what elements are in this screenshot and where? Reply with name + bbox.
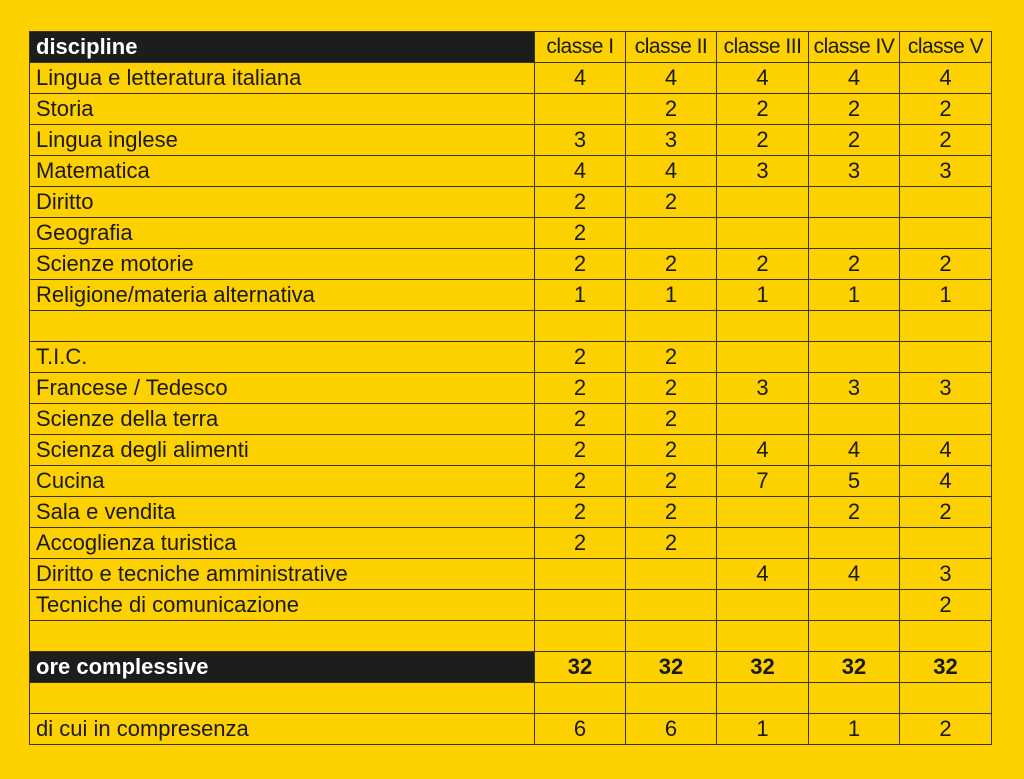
table-row-3	[30, 156, 992, 187]
table-row-2-value-class-4: 2	[809, 125, 900, 156]
table-row-13-value-class-4: 5	[809, 466, 900, 497]
table-row-13-value-class-5: 4	[900, 466, 992, 497]
table-row-8-value-class-5	[900, 311, 992, 342]
table-row-2-value-class-3: 2	[717, 125, 809, 156]
table-row-14-value-class-3	[717, 497, 809, 528]
table-row-0-value-class-2: 4	[626, 63, 717, 94]
spacer-row	[30, 683, 992, 714]
table-row-13-value-class-1: 2	[535, 466, 626, 497]
header-class-4: classe IV	[809, 32, 900, 63]
table-row-14-value-class-5: 2	[900, 497, 992, 528]
table-row-13	[30, 466, 992, 497]
table-row-16-value-class-4: 4	[809, 559, 900, 590]
table-row-16	[30, 559, 992, 590]
compresenza-row	[30, 714, 992, 745]
table-row-11-label: Scienze della terra	[30, 404, 535, 435]
table-row-12-label: Scienza degli alimenti	[30, 435, 535, 466]
table-row-4-value-class-2: 2	[626, 187, 717, 218]
compresenza-row-value-class-3: 1	[717, 714, 809, 745]
table-row-5-value-class-5	[900, 218, 992, 249]
table-row-12-value-class-1: 2	[535, 435, 626, 466]
table-row-3-value-class-3: 3	[717, 156, 809, 187]
table-row-8	[30, 311, 992, 342]
compresenza-row-value-class-2: 6	[626, 714, 717, 745]
table-row-10-value-class-2: 2	[626, 373, 717, 404]
table-row-5-value-class-4	[809, 218, 900, 249]
table-row-5-label: Geografia	[30, 218, 535, 249]
spacer-row-value-class-2	[626, 683, 717, 714]
table-row-12-value-class-5: 4	[900, 435, 992, 466]
table-row-10-label: Francese / Tedesco	[30, 373, 535, 404]
header-class-2: classe II	[626, 32, 717, 63]
header-row	[30, 32, 992, 63]
table-row-1-value-class-5: 2	[900, 94, 992, 125]
total-row-value-class-4: 32	[809, 652, 900, 683]
table-row-0-value-class-1: 4	[535, 63, 626, 94]
table-row-0-label: Lingua e letteratura italiana	[30, 63, 535, 94]
table-row-6-label: Scienze motorie	[30, 249, 535, 280]
table-row-9-value-class-2: 2	[626, 342, 717, 373]
table-row-14	[30, 497, 992, 528]
table-row-5-value-class-3	[717, 218, 809, 249]
table-row-15-value-class-4	[809, 528, 900, 559]
table-row-7-value-class-2: 1	[626, 280, 717, 311]
table-row-4-label: Diritto	[30, 187, 535, 218]
table-row-2-value-class-5: 2	[900, 125, 992, 156]
table-row-6-value-class-3: 2	[717, 249, 809, 280]
table-row-4	[30, 187, 992, 218]
table-row-5	[30, 218, 992, 249]
table-row-14-value-class-1: 2	[535, 497, 626, 528]
table-row-9-value-class-1: 2	[535, 342, 626, 373]
table-row-8-label	[30, 311, 535, 342]
table-row-11	[30, 404, 992, 435]
table-row-2	[30, 125, 992, 156]
total-row-value-class-2: 32	[626, 652, 717, 683]
header-class-5: classe V	[900, 32, 992, 63]
header-class-3: classe III	[717, 32, 809, 63]
table-row-16-value-class-2	[626, 559, 717, 590]
table-row-13-label: Cucina	[30, 466, 535, 497]
table-row-14-value-class-2: 2	[626, 497, 717, 528]
table-row-3-value-class-5: 3	[900, 156, 992, 187]
table-row-1-value-class-3: 2	[717, 94, 809, 125]
table-row-15-value-class-1: 2	[535, 528, 626, 559]
spacer-row-value-class-4	[809, 683, 900, 714]
table-row-18-label	[30, 621, 535, 652]
table-row-0-value-class-5: 4	[900, 63, 992, 94]
table-row-13-value-class-3: 7	[717, 466, 809, 497]
table-row-6-value-class-4: 2	[809, 249, 900, 280]
table-row-15-value-class-3	[717, 528, 809, 559]
table-row-6-value-class-1: 2	[535, 249, 626, 280]
table-row-9-value-class-5	[900, 342, 992, 373]
table-row-11-value-class-1: 2	[535, 404, 626, 435]
table-row-9-label: T.I.C.	[30, 342, 535, 373]
hours-table-body	[30, 32, 992, 745]
table-row-6-value-class-5: 2	[900, 249, 992, 280]
table-row-5-value-class-1: 2	[535, 218, 626, 249]
table-row-15	[30, 528, 992, 559]
table-row-7-label: Religione/materia alternativa	[30, 280, 535, 311]
table-row-15-value-class-5	[900, 528, 992, 559]
header-discipline-label: discipline	[30, 32, 535, 63]
table-row-7	[30, 280, 992, 311]
compresenza-row-value-class-5: 2	[900, 714, 992, 745]
table-row-3-value-class-1: 4	[535, 156, 626, 187]
table-row-1-value-class-2: 2	[626, 94, 717, 125]
table-row-11-value-class-2: 2	[626, 404, 717, 435]
total-row-value-class-5: 32	[900, 652, 992, 683]
spacer-row-label	[30, 683, 535, 714]
spacer-row-value-class-5	[900, 683, 992, 714]
compresenza-row-value-class-1: 6	[535, 714, 626, 745]
total-row	[30, 652, 992, 683]
table-row-10-value-class-3: 3	[717, 373, 809, 404]
table-row-17-label: Tecniche di comunicazione	[30, 590, 535, 621]
table-row-0-value-class-4: 4	[809, 63, 900, 94]
table-row-7-value-class-4: 1	[809, 280, 900, 311]
table-row-8-value-class-2	[626, 311, 717, 342]
table-row-14-value-class-4: 2	[809, 497, 900, 528]
table-row-8-value-class-4	[809, 311, 900, 342]
table-row-12-value-class-2: 2	[626, 435, 717, 466]
table-row-18-value-class-5	[900, 621, 992, 652]
table-row-17-value-class-5: 2	[900, 590, 992, 621]
table-row-12	[30, 435, 992, 466]
table-row-16-value-class-5: 3	[900, 559, 992, 590]
table-row-14-label: Sala e vendita	[30, 497, 535, 528]
table-row-2-label: Lingua inglese	[30, 125, 535, 156]
hours-table	[29, 31, 992, 745]
table-row-1-label: Storia	[30, 94, 535, 125]
table-row-10-value-class-5: 3	[900, 373, 992, 404]
table-row-18-value-class-4	[809, 621, 900, 652]
table-row-0	[30, 63, 992, 94]
total-row-value-class-3: 32	[717, 652, 809, 683]
table-row-13-value-class-2: 2	[626, 466, 717, 497]
table-row-5-value-class-2	[626, 218, 717, 249]
table-row-4-value-class-4	[809, 187, 900, 218]
table-row-6-value-class-2: 2	[626, 249, 717, 280]
table-row-18-value-class-3	[717, 621, 809, 652]
table-row-18	[30, 621, 992, 652]
table-row-3-label: Matematica	[30, 156, 535, 187]
table-row-3-value-class-4: 3	[809, 156, 900, 187]
table-row-12-value-class-3: 4	[717, 435, 809, 466]
table-row-11-value-class-5	[900, 404, 992, 435]
total-row-label: ore complessive	[30, 652, 535, 683]
spacer-row-value-class-1	[535, 683, 626, 714]
table-row-4-value-class-5	[900, 187, 992, 218]
table-row-11-value-class-4	[809, 404, 900, 435]
table-row-18-value-class-2	[626, 621, 717, 652]
table-row-16-value-class-3: 4	[717, 559, 809, 590]
table-row-1-value-class-4: 2	[809, 94, 900, 125]
table-row-0-value-class-3: 4	[717, 63, 809, 94]
table-row-15-label: Accoglienza turistica	[30, 528, 535, 559]
table-row-8-value-class-1	[535, 311, 626, 342]
table-row-7-value-class-3: 1	[717, 280, 809, 311]
table-row-18-value-class-1	[535, 621, 626, 652]
total-row-value-class-1: 32	[535, 652, 626, 683]
header-class-1: classe I	[535, 32, 626, 63]
table-row-17	[30, 590, 992, 621]
table-row-8-value-class-3	[717, 311, 809, 342]
table-row-9	[30, 342, 992, 373]
table-row-12-value-class-4: 4	[809, 435, 900, 466]
table-row-15-value-class-2: 2	[626, 528, 717, 559]
table-row-10	[30, 373, 992, 404]
table-row-17-value-class-3	[717, 590, 809, 621]
table-row-7-value-class-1: 1	[535, 280, 626, 311]
table-row-1	[30, 94, 992, 125]
compresenza-row-label: di cui in compresenza	[30, 714, 535, 745]
table-row-2-value-class-1: 3	[535, 125, 626, 156]
table-row-1-value-class-1	[535, 94, 626, 125]
table-row-11-value-class-3	[717, 404, 809, 435]
table-row-9-value-class-4	[809, 342, 900, 373]
table-row-10-value-class-1: 2	[535, 373, 626, 404]
table-row-4-value-class-1: 2	[535, 187, 626, 218]
table-row-7-value-class-5: 1	[900, 280, 992, 311]
table-row-17-value-class-1	[535, 590, 626, 621]
compresenza-row-value-class-4: 1	[809, 714, 900, 745]
table-row-6	[30, 249, 992, 280]
table-row-17-value-class-2	[626, 590, 717, 621]
table-row-4-value-class-3	[717, 187, 809, 218]
table-row-16-label: Diritto e tecniche amministrative	[30, 559, 535, 590]
table-row-3-value-class-2: 4	[626, 156, 717, 187]
table-row-9-value-class-3	[717, 342, 809, 373]
spacer-row-value-class-3	[717, 683, 809, 714]
table-row-16-value-class-1	[535, 559, 626, 590]
table-row-10-value-class-4: 3	[809, 373, 900, 404]
table-row-2-value-class-2: 3	[626, 125, 717, 156]
table-row-17-value-class-4	[809, 590, 900, 621]
